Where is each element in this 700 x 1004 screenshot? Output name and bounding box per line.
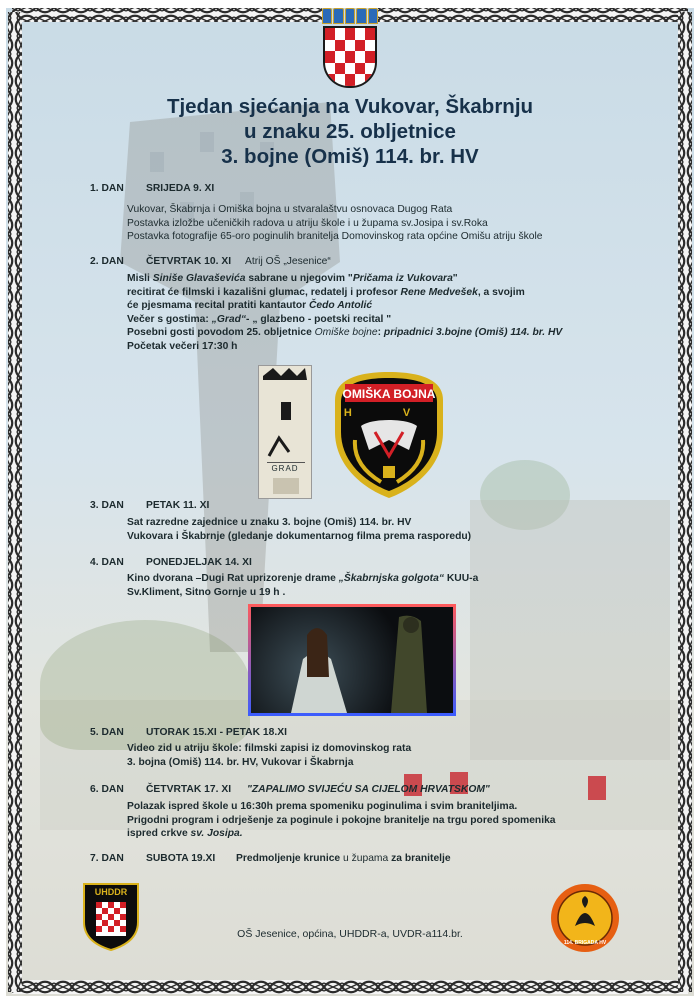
text: za branitelje: [391, 853, 451, 864]
day-2-label: 2. DAN: [90, 256, 124, 267]
title-line-3: 3. bojne (Omiš) 114. br. HV: [221, 145, 479, 168]
day-7-body: [236, 853, 451, 864]
day-1-label: 1. DAN: [90, 183, 124, 194]
guests: pripadnici 3.bojne (Omiš) 114. br. HV: [383, 327, 563, 339]
text: prema spomeniku poginulima i svim braniteljima.: [272, 801, 518, 812]
text: ": [452, 273, 458, 284]
day-6-body: [127, 800, 647, 841]
day-5-line: Video zid u atriju škole: filmski zapisi iz domovinskog rata: [127, 743, 412, 754]
text: Sv.Kliment, Sitno Gornje u: [127, 586, 259, 598]
day-7-label: 7. DAN: [90, 853, 124, 864]
day-4-label: 4. DAN: [90, 557, 124, 568]
badge-letters: H V: [343, 407, 435, 419]
day-7-date: SUBOTA 19.XI: [146, 853, 216, 864]
text: u župama: [340, 853, 392, 864]
play-time: 19 h: [258, 586, 280, 598]
play-title: „Škabrnjska golgota“: [338, 573, 444, 584]
day-6-label: 6. DAN: [90, 784, 124, 795]
brigade-114-logo: [549, 882, 621, 954]
day-3-line: Sat razredne zajednice u znaku 3. bojne (Omiš) 114. br. HV: [127, 517, 412, 528]
text: recitirat će filmski i kazališni glumac, redatelj i profesor: [127, 286, 401, 298]
title-line-1: Tjedan sjećanja na Vukovar, Škabrnju: [166, 95, 534, 118]
croatian-coat-of-arms: [322, 8, 378, 88]
day-5-date: UTORAK 15.XI - PETAK 18.XI: [146, 727, 287, 738]
grad-book-cover-image: [258, 365, 312, 499]
uhddr-logo: [82, 882, 140, 952]
day-1-date: SRIJEDA 9. XI: [146, 183, 215, 194]
text: sabrane u njegovim ": [245, 273, 353, 284]
church-name: sv. Josipa.: [190, 828, 243, 840]
book-title: Pričama iz Vukovara: [352, 273, 453, 284]
singer-name: Čedo Antolić: [308, 300, 373, 312]
badge-title: OMIŠKA BOJNA: [342, 387, 436, 401]
day-1-line: Postavka fotografije 65-oro poginulih branitelja Domovinskog rata općine Omišu atriju škole: [127, 231, 543, 243]
text: KUU-a: [444, 573, 479, 584]
day-1-line: Vukovar, Škabrnja i Omiška bojna u stvaralaštvu osnovaca Dugog Rata: [127, 204, 453, 215]
omiska-bojna-badge: [331, 370, 447, 500]
text: Predmoljenje krunice: [236, 853, 341, 864]
day-3-date: PETAK 11. XI: [146, 500, 210, 511]
actor-name: Rene Medvešek: [400, 286, 478, 298]
day-5-line: 3. bojna (Omiš) 114. br. HV, Vukovar i Škabrnja: [127, 756, 354, 768]
day-6-motto: "ZAPALIMO SVIJEĆU SA CIJELOM HRVATSKOM": [247, 784, 490, 795]
organizers-footer: OŠ Jesenice, općina, UHDDR-a, UVDR-a114.br.: [237, 928, 463, 940]
text: Omiške bojne: [314, 327, 378, 339]
day-4-date: PONEDJELJAK 14. XI: [146, 557, 252, 568]
day-3-label: 3. DAN: [90, 500, 124, 511]
day-6-line: Prigodni program i odrješenje za poginule i pokojne branitelje na trgu pored spomenika: [127, 814, 556, 826]
text: , a svojim: [477, 286, 525, 298]
text: :: [377, 327, 384, 339]
grad-title: GRAD: [271, 464, 299, 473]
text: .: [279, 586, 286, 598]
start-time: Početak večeri 17:30 h: [127, 340, 238, 352]
text: Misli: [127, 273, 153, 284]
day-2-body: [127, 272, 647, 354]
theatre-photo: [248, 604, 456, 716]
text: ispred crkve: [127, 828, 191, 840]
band-name: „Grad“: [211, 313, 247, 325]
title-line-2: u znaku 25. obljetnice: [244, 120, 456, 143]
text: Večer s gostima:: [127, 313, 212, 325]
text: - „ glazbeno - poetski recital ": [246, 313, 392, 325]
day-4-body: [127, 572, 647, 599]
brigade-text: 114. BRIGADA HV: [563, 940, 607, 946]
poster-title: [60, 94, 640, 169]
day-1-line: Postavka izložbe učeničkih radova u atriju škole i u župama sv.Josipa i sv.Roka: [127, 217, 488, 229]
day-1-body: [127, 203, 647, 244]
day-2-venue: Atrij OŠ „Jesenice“: [245, 256, 331, 267]
day-3-line: Vukovara i Škabrnje (gledanje dokumentarnog filma prema rasporedu): [127, 530, 472, 542]
day-5-label: 5. DAN: [90, 727, 124, 738]
author-name: Siniše Glavaševića: [152, 273, 246, 284]
text: Polazak ispred škole u: [127, 801, 241, 812]
departure-time: 16:30h: [240, 801, 273, 812]
day-3-body: [127, 516, 647, 543]
text: će pjesmama recital pratiti kantautor: [127, 300, 309, 312]
text: Posebni gosti povodom 25. obljetnice: [127, 327, 315, 339]
day-2-date: ČETVRTAK 10. XI: [146, 256, 232, 267]
text: Kino dvorana –Dugi Rat uprizorenje drame: [127, 573, 339, 584]
water-tower-background: [110, 92, 350, 652]
uhddr-text: UHDDR: [94, 887, 128, 897]
day-6-date: ČETVRTAK 17. XI: [146, 784, 232, 795]
